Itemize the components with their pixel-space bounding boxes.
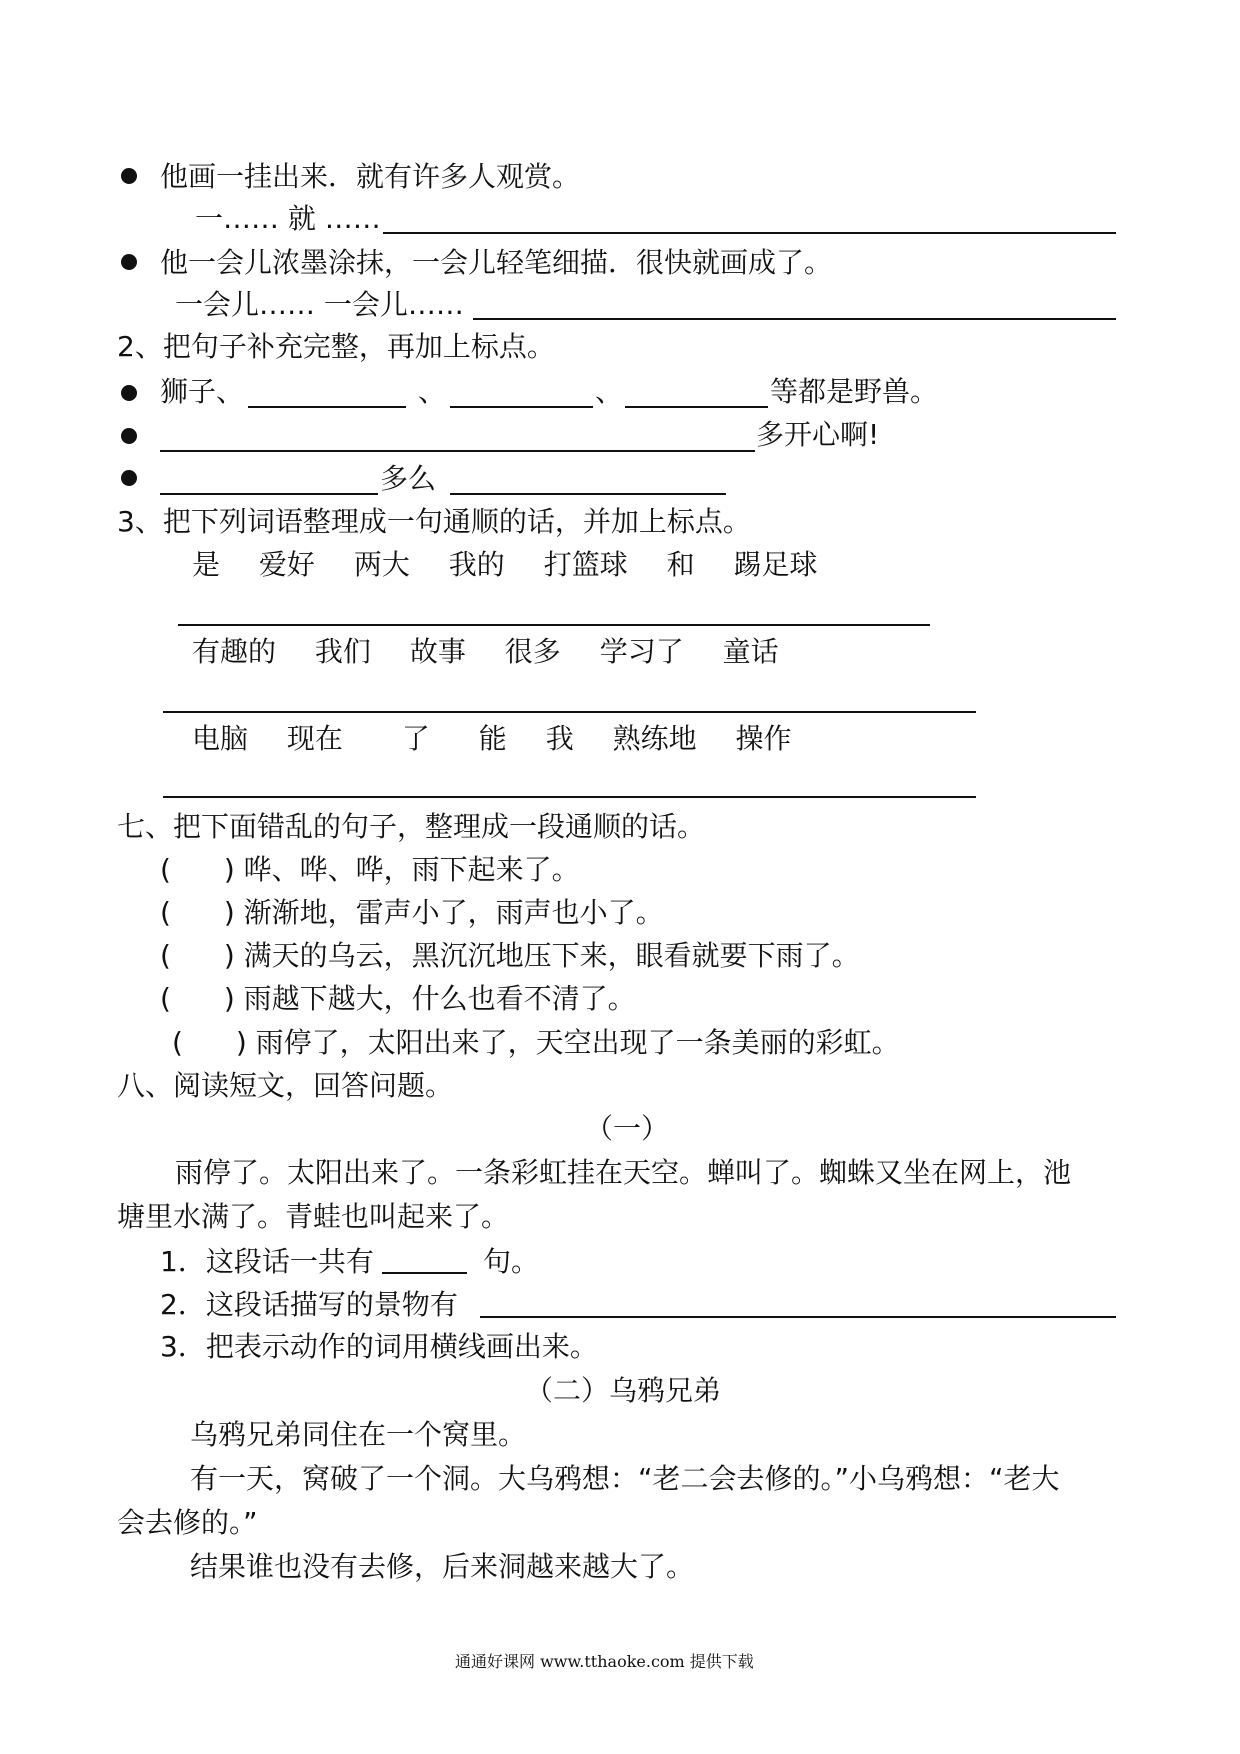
q2-line1-sep: 、 — [418, 375, 447, 408]
word: 熟练地 — [612, 722, 697, 755]
word-group-3 — [192, 722, 792, 756]
word: 我们 — [314, 635, 371, 668]
q2-line1-start: 狮子、 — [160, 375, 245, 408]
blank[interactable] — [248, 406, 406, 408]
bullet — [121, 470, 137, 486]
sentence-1: 他画一挂出来．就有许多人观赏。 — [160, 160, 581, 193]
answer-line[interactable] — [178, 624, 930, 626]
passage-2-line: 结果谁也没有去修，后来洞越来越大了。 — [190, 1550, 695, 1583]
blank[interactable] — [625, 406, 768, 408]
answer-line[interactable] — [163, 796, 976, 798]
bullet — [121, 168, 137, 184]
word: 踢足球 — [733, 548, 818, 581]
answer-line[interactable] — [473, 318, 1116, 320]
word: 我的 — [448, 548, 505, 581]
passage-1-question-2: 2．这段话描写的景物有 — [160, 1288, 458, 1321]
footer-credit: 通通好课网 www.tthaoke.com 提供下载 — [455, 1652, 754, 1671]
order-item: ( ) 渐渐地，雷声小了，雨声也小了。 — [160, 896, 664, 929]
word: 电脑 — [192, 722, 249, 755]
word: 操作 — [735, 722, 792, 755]
order-item: ( ) 满天的乌云，黑沉沉地压下来，眼看就要下雨了。 — [160, 939, 860, 972]
bullet — [121, 254, 137, 270]
word: 是 — [192, 548, 221, 581]
word: 两大 — [353, 548, 410, 581]
section-8-title: 八、阅读短文，回答问题。 — [117, 1069, 454, 1102]
blank[interactable] — [450, 493, 726, 495]
q2-line1-sep: 、 — [595, 375, 624, 408]
passage-2-title: （二）乌鸦兄弟 — [525, 1374, 722, 1407]
sentence-2: 他一会儿浓墨涂抹，一会儿轻笔细描．很快就画成了。 — [160, 246, 833, 279]
blank[interactable] — [160, 493, 378, 495]
order-item: ( ) 哗、哗、哗，雨下起来了。 — [160, 853, 580, 886]
word-group-2 — [192, 635, 779, 669]
question-2-title: 2、把句子补充完整，再加上标点。 — [117, 330, 555, 363]
passage-1-question-3: 3．把表示动作的词用横线画出来。 — [160, 1330, 598, 1363]
passage-2-line: 会去修的。” — [117, 1506, 258, 1539]
order-item: ( ) 雨停了，太阳出来了，天空出现了一条美丽的彩虹。 — [172, 1026, 900, 1059]
q2-line1-end: 等都是野兽。 — [770, 375, 939, 408]
q2-line2-end: 多开心啊! — [756, 418, 880, 451]
pattern-2: 一会儿…… 一会儿…… — [175, 288, 464, 321]
word: 了 — [401, 722, 430, 755]
passage-2-line: 乌鸦兄弟同住在一个窝里。 — [190, 1418, 527, 1451]
word: 我 — [545, 722, 574, 755]
word-group-1 — [192, 548, 818, 582]
passage-1-question-1: 1．这段话一共有 — [160, 1245, 374, 1278]
passage-1-title: （一） — [585, 1112, 670, 1145]
word: 故事 — [409, 635, 466, 668]
word: 爱好 — [258, 548, 315, 581]
blank[interactable] — [160, 450, 755, 452]
word: 学习了 — [599, 635, 684, 668]
answer-line[interactable] — [480, 1316, 1116, 1318]
word: 很多 — [504, 635, 561, 668]
order-item: ( ) 雨越下越大，什么也看不清了。 — [160, 982, 636, 1015]
passage-1-question-1-end: 句。 — [483, 1245, 540, 1278]
word: 童话 — [722, 635, 779, 668]
section-7-title: 七、把下面错乱的句子，整理成一段通顺的话。 — [117, 810, 706, 843]
answer-line[interactable] — [383, 232, 1116, 234]
word: 有趣的 — [192, 635, 277, 668]
bullet — [121, 428, 137, 444]
blank[interactable] — [382, 1272, 467, 1274]
word: 和 — [666, 548, 695, 581]
answer-line[interactable] — [163, 711, 976, 713]
passage-2-line: 有一天，窝破了一个洞。大乌鸦想：“老二会去修的。”小乌鸦想：“老大 — [190, 1462, 1060, 1495]
word: 现在 — [286, 722, 343, 755]
pattern-1: 一…… 就 …… — [195, 202, 381, 235]
q2-line3-mid: 多么 — [380, 462, 437, 495]
question-3-title: 3、把下列词语整理成一句通顺的话，并加上标点。 — [117, 505, 751, 538]
passage-1-line: 雨停了。太阳出来了。一条彩虹挂在天空。蝉叫了。蜘蛛又坐在网上，池 — [175, 1156, 1072, 1189]
blank[interactable] — [450, 406, 593, 408]
word: 打篮球 — [543, 548, 628, 581]
passage-1-line: 塘里水满了。青蛙也叫起来了。 — [117, 1200, 510, 1233]
word: 能 — [478, 722, 507, 755]
bullet — [121, 385, 137, 401]
